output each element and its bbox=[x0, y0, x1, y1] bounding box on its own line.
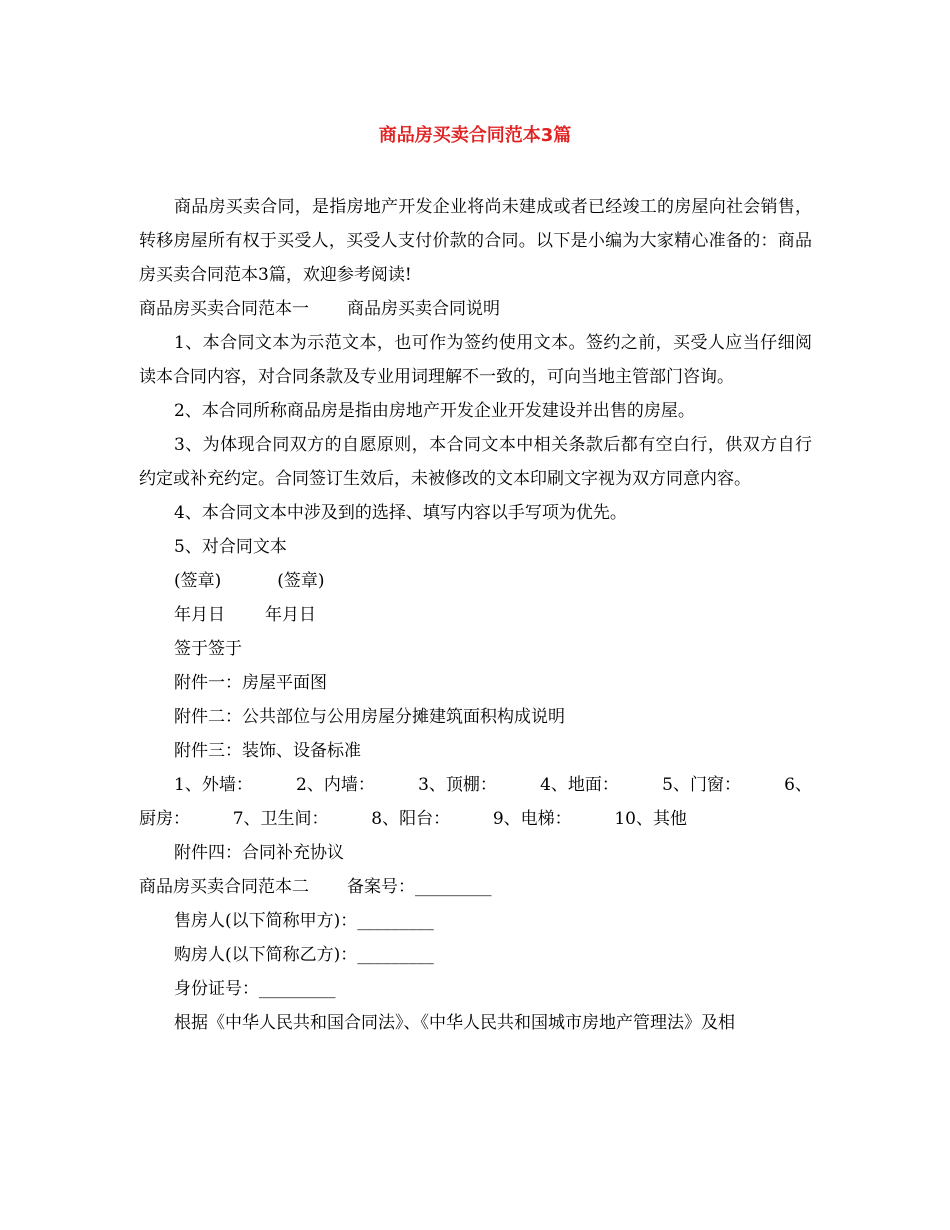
record-number-field: 备案号：_________ bbox=[347, 877, 492, 897]
equipment-item: 7、卫生间： bbox=[232, 809, 329, 829]
section1-item-1: 1、本合同文本为示范文本，也可作为签约使用文本。签约之前，买受人应当仔细阅读本合同内容，对合同条款及专业用词理解不一致的，可向当地主管部门咨询。 bbox=[139, 333, 812, 387]
equipment-row-1 bbox=[139, 768, 812, 802]
date-line bbox=[139, 598, 812, 632]
seller-field: 售房人(以下简称甲方)：_________ bbox=[174, 911, 434, 931]
equipment-item: 5、门窗： bbox=[662, 775, 741, 795]
date-right: 年月日 bbox=[265, 605, 316, 625]
seal-line bbox=[139, 564, 812, 598]
section1-heading-line bbox=[139, 292, 812, 326]
equipment-item: 9、电梯： bbox=[492, 809, 572, 829]
buyer-field: 购房人(以下简称乙方)：_________ bbox=[174, 945, 434, 965]
section1-subheading: 商品房买卖合同说明 bbox=[347, 299, 500, 319]
section2-heading: 商品房买卖合同范本二 bbox=[139, 877, 309, 897]
signed-at: 签于签于 bbox=[174, 639, 242, 659]
attachment-4: 附件四：合同补充协议 bbox=[174, 843, 344, 863]
id-number-field: 身份证号：_________ bbox=[174, 979, 336, 999]
equipment-row-2 bbox=[139, 802, 812, 836]
intro-paragraph: 商品房买卖合同，是指房地产开发企业将尚未建成或者已经竣工的房屋向社会销售，转移房屋所有权于买受人，买受人支付价款的合同。以下是小编为大家精心准备的：商品房买卖合同范本3篇，欢迎参考阅读! bbox=[139, 197, 812, 285]
section1-item-4: 4、本合同文本中涉及到的选择、填写内容以手写项为优先。 bbox=[174, 503, 627, 523]
equipment-item: 2、内墙： bbox=[296, 775, 375, 795]
seal-left: (签章) bbox=[174, 571, 222, 591]
attachment-1: 附件一：房屋平面图 bbox=[174, 673, 327, 693]
section2-heading-line bbox=[139, 870, 812, 904]
equipment-item: 10、其他 bbox=[614, 809, 687, 829]
document-body bbox=[139, 190, 812, 1040]
section1-heading: 商品房买卖合同范本一 bbox=[139, 299, 309, 319]
document-title: 商品房买卖合同范本3篇 bbox=[378, 125, 572, 146]
equipment-item: 4、地面： bbox=[540, 775, 619, 795]
date-left: 年月日 bbox=[174, 605, 225, 625]
basis-paragraph: 根据《中华人民共和国合同法》、《中华人民共和国城市房地产管理法》及相 bbox=[174, 1013, 735, 1033]
equipment-item: 6、 bbox=[784, 775, 812, 795]
section1-item-2: 2、本合同所称商品房是指由房地产开发企业开发建设并出售的房屋。 bbox=[174, 401, 695, 421]
seal-right: (签章) bbox=[277, 571, 325, 591]
section1-item-5: 5、对合同文本 bbox=[174, 537, 287, 557]
attachment-3: 附件三：装饰、设备标准 bbox=[174, 741, 361, 761]
equipment-item: 厨房： bbox=[139, 809, 190, 829]
equipment-item: 3、顶棚： bbox=[418, 775, 497, 795]
section1-item-3: 3、为体现合同双方的自愿原则，本合同文本中相关条款后都有空白行，供双方自行约定或补充约定。合同签订生效后，未被修改的文本印刷文字视为双方同意内容。 bbox=[139, 435, 812, 489]
equipment-item: 8、阳台： bbox=[371, 809, 451, 829]
attachment-2: 附件二：公共部位与公用房屋分摊建筑面积构成说明 bbox=[174, 707, 565, 727]
equipment-item: 1、外墙： bbox=[174, 775, 253, 795]
